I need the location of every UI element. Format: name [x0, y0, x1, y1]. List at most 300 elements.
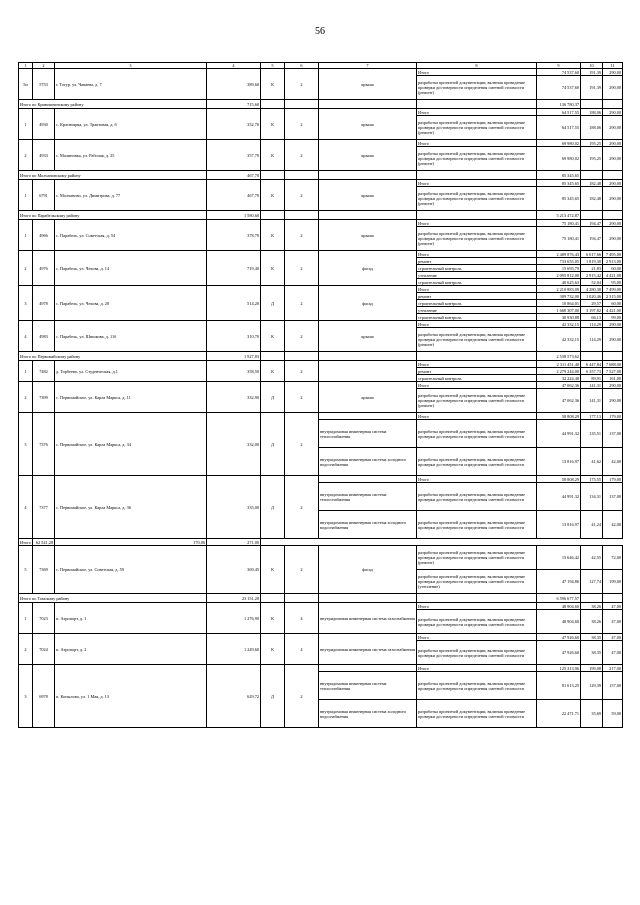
building-address: с. Парабель, ул. Чехова, д. 14: [55, 251, 207, 286]
cost-rub: 85 345,65: [537, 187, 581, 211]
max-cost-per-sqm: 199,00: [603, 570, 623, 594]
engineering-system: [319, 476, 417, 483]
engineering-system: внутридомовая инженерная система холодного водоснабжения: [319, 511, 417, 539]
cost-rub: 44 991,32: [537, 420, 581, 448]
empty-cell: [261, 211, 285, 220]
column-number-header: 10: [581, 63, 603, 69]
wall-material: Д: [261, 665, 285, 728]
structural-element: фасад: [319, 286, 417, 321]
work-type: строительный контроль: [417, 314, 537, 321]
structural-element: внутридомовая инженерная система газоснабжения: [319, 634, 417, 665]
cost-per-sqm: 175,55: [581, 476, 603, 483]
building-id: 4978: [33, 286, 55, 321]
district-summary-label: Итого по Кривошеинскому району: [19, 100, 207, 109]
wall-material: К: [261, 546, 285, 594]
building-area: 332,00: [207, 413, 261, 476]
cost-rub: 2 095 812,00: [537, 272, 581, 279]
cost-rub: 62 541,28: [33, 539, 55, 546]
wall-material: К: [261, 220, 285, 251]
work-type: утепление: [417, 272, 537, 279]
empty-cell: [261, 100, 285, 109]
total-label: Итого: [417, 634, 537, 641]
cost-per-sqm: 29,57: [581, 300, 603, 307]
column-number-header: 9: [537, 63, 581, 69]
row-index: 2: [19, 251, 33, 286]
row-index: 1: [19, 180, 33, 211]
work-row: [19, 69, 623, 76]
empty-cell: [417, 352, 537, 361]
district-summary-row: [19, 352, 623, 361]
building-area: 1 249,60: [207, 634, 261, 665]
cost-rub: 64 517,55: [537, 109, 581, 116]
floor-count: 2: [285, 286, 319, 321]
row-index: 1: [19, 220, 33, 251]
max-cost-per-sqm: 290,00: [603, 382, 623, 389]
wall-material: К: [261, 603, 285, 634]
cost-rub: 13 816,97: [537, 511, 581, 539]
empty-cell: [581, 100, 603, 109]
district-summary-row: [19, 171, 623, 180]
building-id: 4976: [33, 251, 55, 286]
cost-rub: 64 517,55: [537, 116, 581, 140]
total-label: Итого: [417, 361, 537, 368]
work-type: разработка проектной документации, включая проведение проверки достоверности определения сметной стоимости: [417, 610, 537, 634]
work-row: [19, 321, 623, 328]
cost-per-sqm: 170,06: [55, 539, 207, 546]
max-cost-per-sqm: 290,00: [603, 328, 623, 352]
max-cost-per-sqm: 290,00: [603, 227, 623, 251]
cost-rub: 85 345,65: [537, 180, 581, 187]
cost-per-sqm: 52,04: [581, 279, 603, 286]
building-address: с. Малиновка, ул. Рабочая, д. 25: [55, 140, 207, 171]
work-row: [19, 413, 623, 420]
total-label: Итого: [417, 382, 537, 389]
max-cost-per-sqm: 290,00: [603, 140, 623, 147]
work-row: [19, 220, 623, 227]
cost-per-sqm: 129,39: [581, 672, 603, 700]
work-type: разработка проектной документации, включая проведение проверки достоверности определения сметной стоимости: [417, 511, 537, 539]
floor-count: 2: [285, 382, 319, 413]
work-row: [19, 539, 623, 546]
building-area: 514,20: [207, 286, 261, 321]
empty-cell: [603, 211, 623, 220]
cost-rub: 32 224,40: [537, 375, 581, 382]
max-cost-per-sqm: 290,00: [603, 147, 623, 171]
empty-cell: [319, 171, 417, 180]
max-cost-per-sqm: 95,00: [603, 279, 623, 286]
building-address: д. Торбеево, ул. Студенческая, д.1: [55, 361, 207, 382]
cost-per-sqm: 2 915,42: [581, 272, 603, 279]
work-type: строительный контроль: [417, 375, 537, 382]
structural-element: фасад: [319, 546, 417, 594]
cost-per-sqm: 1 020,46: [581, 293, 603, 300]
row-index: 5и: [19, 69, 33, 100]
work-type: разработка проектной документации, включая проведение проверки достоверности определения сметной стоимости: [417, 420, 537, 448]
building-id: 7376: [33, 413, 55, 476]
cost-per-sqm: 195,25: [581, 147, 603, 171]
building-area: 369,45: [207, 546, 261, 594]
work-row: [19, 180, 623, 187]
empty-cell: [261, 171, 285, 180]
wall-material: Д: [261, 476, 285, 539]
building-address: с. Парабель, ул. Шишкова, д. 11б: [55, 321, 207, 352]
building-address: с. Первомайское, ул. Карла Маркса, д. 36: [55, 476, 207, 539]
row-index: 1: [19, 109, 33, 140]
cost-per-sqm: 191,39: [581, 76, 603, 100]
empty-cell: [581, 171, 603, 180]
cost-per-sqm: 89,91: [581, 375, 603, 382]
cost-rub: 30 930,88: [537, 314, 581, 321]
floor-count: 2: [285, 361, 319, 382]
cost-rub: 1 668 307,00: [537, 307, 581, 314]
cost-rub: 44 991,32: [537, 483, 581, 511]
cost-rub: 48 904,60: [537, 610, 581, 634]
max-cost-per-sqm: 60,00: [603, 265, 623, 272]
max-cost-per-sqm: 42,00: [603, 511, 623, 539]
cost-rub: 13 816,97: [537, 448, 581, 476]
max-cost-per-sqm: 7 688,00: [603, 361, 623, 368]
building-area: 629,72: [207, 665, 261, 728]
wall-material: К: [261, 140, 285, 171]
wall-material: К: [261, 180, 285, 211]
cost-per-sqm: 114,29: [581, 321, 603, 328]
wall-material: К: [261, 69, 285, 100]
floor-count: 2: [285, 140, 319, 171]
building-id: 6978: [33, 665, 55, 728]
district-total-area: 23 151,28: [207, 594, 261, 603]
engineering-system: внутридомовая инженерная система теплоснабжения: [319, 483, 417, 511]
max-cost-per-sqm: 42,00: [603, 448, 623, 476]
total-label: Итого: [417, 603, 537, 610]
building-area: 389,60: [207, 69, 261, 100]
empty-cell: [319, 594, 417, 603]
cost-per-sqm: 35,69: [581, 700, 603, 728]
empty-cell: [285, 352, 319, 361]
cost-rub: 75 180,41: [537, 220, 581, 227]
work-type: разработка проектной документации, включая проведение проверки достоверности определения сметной стоимости: [417, 483, 537, 511]
building-address: с. Первомайское, ул. Карла Маркса, д. 11: [55, 382, 207, 413]
cost-rub: 309 732,00: [537, 293, 581, 300]
building-address: с. Молчаново, ул. Димитрова, д. 77: [55, 180, 207, 211]
max-cost-per-sqm: 47,00: [603, 603, 623, 610]
district-summary-label: Итого по Первомайскому району: [19, 352, 207, 361]
building-address: п. Аэропорт, д. 2: [55, 634, 207, 665]
max-cost-per-sqm: 137,00: [603, 420, 623, 448]
empty-cell: [261, 352, 285, 361]
work-row: [19, 665, 623, 672]
empty-cell: [285, 100, 319, 109]
cost-per-sqm: 4 280,38: [581, 286, 603, 293]
cost-rub: 40 625,63: [537, 279, 581, 286]
work-type: разработка проектной документации, включая проведение проверки достоверности определения сметной стоимости (ремонт): [417, 389, 537, 413]
work-type: строительный контроль: [417, 279, 537, 286]
max-cost-per-sqm: 137,00: [603, 483, 623, 511]
max-cost-per-sqm: 290,00: [603, 389, 623, 413]
max-cost-per-sqm: 7 499,00: [603, 286, 623, 293]
total-label: Итого: [20, 539, 31, 545]
engineering-system: [319, 413, 417, 420]
building-address: с. Первомайское, ул. Карла Маркса, д. 34: [55, 413, 207, 476]
row-index: 2: [19, 634, 33, 665]
engineering-system: внутридомовая инженерная система теплоснабжения: [319, 672, 417, 700]
building-address: с. Парабель, ул. Советская, д. 54: [55, 220, 207, 251]
max-cost-per-sqm: 290,00: [603, 109, 623, 116]
building-address: г. Тогур, ул. Чапаева, д. 7: [55, 69, 207, 100]
cost-rub: 15 646,42: [537, 546, 581, 570]
max-cost-per-sqm: 290,00: [603, 69, 623, 76]
total-label: Итого: [417, 220, 537, 227]
column-number-header: 7: [319, 63, 417, 69]
district-summary-row: [19, 211, 623, 220]
cost-rub: 47 062,36: [537, 382, 581, 389]
cost-per-sqm: 38,26: [581, 610, 603, 634]
building-area: 357,70: [207, 140, 261, 171]
empty-cell: [285, 594, 319, 603]
building-area: 332,90: [207, 382, 261, 413]
district-summary-row: [19, 594, 623, 603]
engineering-system: внутридомовая инженерная система холодного водоснабжения: [319, 700, 417, 728]
cost-rub: 22 471,71: [537, 700, 581, 728]
max-cost-per-sqm: 4 421,00: [603, 307, 623, 314]
floor-count: 2: [285, 109, 319, 140]
structural-element: крыша: [319, 382, 417, 413]
cost-per-sqm: 38,26: [581, 603, 603, 610]
work-type: разработка проектной документации, включая проведение проверки достоверности определения сметной стоимости (ремонт): [417, 546, 537, 570]
empty-cell: [603, 171, 623, 180]
wall-material: К: [261, 251, 285, 286]
max-cost-per-sqm: 7 527,00: [603, 368, 623, 375]
district-total-cost: 5 213 472,87: [537, 211, 581, 220]
building-id: 4933: [33, 140, 55, 171]
cost-rub: 125 313,96: [537, 665, 581, 672]
engineering-system: [319, 665, 417, 672]
row-index: 1: [19, 603, 33, 634]
work-type: разработка проектной документации, включая проведение проверки достоверности определения сметной стоимости: [417, 672, 537, 700]
cost-per-sqm: 194,47: [581, 227, 603, 251]
structural-element: крыша: [319, 220, 417, 251]
row-index: 3: [19, 413, 33, 476]
cost-rub: 2 279 244,00: [537, 368, 581, 375]
max-cost-per-sqm: 4 421,00: [603, 272, 623, 279]
empty-cell: [603, 100, 623, 109]
max-cost-per-sqm: 2 315,00: [603, 293, 623, 300]
max-cost-per-sqm: 99,00: [603, 314, 623, 321]
total-label: Итого: [417, 69, 537, 76]
column-number-header: 6: [285, 63, 319, 69]
work-type: строительный контроль: [417, 300, 537, 307]
wall-material: К: [261, 361, 285, 382]
max-cost-per-sqm: 47,00: [603, 641, 623, 665]
total-label: Итого: [417, 476, 537, 483]
total-label: Итого: [417, 286, 537, 293]
cost-rub: 81 613,25: [537, 672, 581, 700]
max-cost-per-sqm: 2 913,00: [603, 258, 623, 265]
cost-rub: 48 904,60: [537, 603, 581, 610]
cost-per-sqm: 195,25: [581, 140, 603, 147]
floor-count: 4: [285, 634, 319, 665]
empty-cell: [319, 352, 417, 361]
cost-per-sqm: 191,39: [581, 69, 603, 76]
cost-rub: 47 194,86: [537, 570, 581, 594]
cost-per-sqm: 177,13: [581, 413, 603, 420]
building-id: 4983: [33, 321, 55, 352]
district-total-cost: 6 596 677,57: [537, 594, 581, 603]
work-row: [19, 286, 623, 293]
building-area: 719,40: [207, 251, 261, 286]
cost-per-sqm: 41,62: [581, 448, 603, 476]
max-cost-per-sqm: 271,00: [207, 539, 261, 546]
work-type: строительный контроль: [417, 265, 537, 272]
cost-per-sqm: 194,47: [581, 220, 603, 227]
floor-count: 2: [285, 321, 319, 352]
cost-rub: 47 062,36: [537, 389, 581, 413]
cost-rub: 2 210 883,09: [537, 286, 581, 293]
max-cost-per-sqm: 290,00: [603, 180, 623, 187]
floor-count: 2: [285, 220, 319, 251]
building-area: 358,50: [207, 361, 261, 382]
building-address: с. Парабель, ул. Чехова, д. 20: [55, 286, 207, 321]
cost-rub: 69 980,02: [537, 147, 581, 171]
column-number-header: 5: [261, 63, 285, 69]
cost-per-sqm: 141,31: [581, 389, 603, 413]
district-summary-label: Итого по Молчановскому району: [19, 171, 207, 180]
engineering-system: внутридомовая инженерная система холодного водоснабжения: [319, 448, 417, 476]
row-index: 4: [19, 476, 33, 539]
building-area: 352,70: [207, 109, 261, 140]
floor-count: 2: [285, 665, 319, 728]
building-id: 7399: [33, 382, 55, 413]
column-number-header: 3: [55, 63, 207, 69]
empty-cell: [319, 211, 417, 220]
row-index: 3: [19, 286, 33, 321]
cost-per-sqm: 6 017,66: [581, 251, 603, 258]
total-label: Итого: [417, 321, 537, 328]
structural-element: [319, 361, 417, 382]
work-type: ремонт: [417, 293, 537, 300]
building-id: 7024: [33, 634, 55, 665]
max-cost-per-sqm: 161,00: [603, 375, 623, 382]
wall-material: Д: [261, 382, 285, 413]
cost-per-sqm: 1 819,30: [581, 258, 603, 265]
building-area: 378,70: [207, 220, 261, 251]
total-label: Итого: [417, 140, 537, 147]
work-row: [19, 603, 623, 610]
floor-count: 4: [285, 603, 319, 634]
work-type: разработка проектной документации, включая проведение проверки достоверности определения сметной стоимости (ремонт): [417, 328, 537, 352]
work-row: [19, 251, 623, 258]
column-number-header: 4: [207, 63, 261, 69]
cost-per-sqm: 21,83: [581, 265, 603, 272]
building-address: с. Первомайское, ул. Советская, д. 59: [55, 546, 207, 594]
work-row: [19, 140, 623, 147]
work-row: [19, 361, 623, 368]
work-type: разработка проектной документации, включая проведение проверки достоверности определения сметной стоимости: [417, 448, 537, 476]
max-cost-per-sqm: 179,00: [603, 413, 623, 420]
building-id: 7377: [33, 476, 55, 539]
cost-rub: 58 808,29: [537, 413, 581, 420]
cost-rub: 47 926,60: [537, 641, 581, 665]
cost-per-sqm: 135,51: [581, 420, 603, 448]
cost-per-sqm: 42,55: [581, 546, 603, 570]
cost-rub: 10 864,01: [537, 300, 581, 307]
building-area: 1 276,90: [207, 603, 261, 634]
structural-element: крыша: [319, 140, 417, 171]
work-type: разработка проектной документации, включая проведение проверки достоверности определения сметной стоимости (утепление): [417, 570, 537, 594]
max-cost-per-sqm: 290,00: [603, 220, 623, 227]
cost-per-sqm: 6 447,84: [581, 361, 603, 368]
structural-element: крыша: [319, 321, 417, 352]
work-type: разработка проектной документации, включая проведение проверки достоверности определения сметной стоимости (ремонт): [417, 147, 537, 171]
cost-per-sqm: 3 197,82: [581, 307, 603, 314]
cost-rub: 42 332,15: [537, 321, 581, 328]
floor-count: 2: [285, 69, 319, 100]
empty-cell: [285, 211, 319, 220]
empty-cell: [285, 171, 319, 180]
building-area: 310,70: [207, 321, 261, 352]
wall-material: К: [261, 109, 285, 140]
empty-cell: [319, 100, 417, 109]
floor-count: 2: [285, 546, 319, 594]
total-label: Итого: [417, 665, 537, 672]
total-label: Итого: [417, 251, 537, 258]
work-type: разработка проектной документации, включая проведение проверки достоверности определения сметной стоимости (ремонт): [417, 116, 537, 140]
cost-per-sqm: 199,08: [581, 665, 603, 672]
cost-rub: 15 695,79: [537, 265, 581, 272]
row-index: 2: [19, 382, 33, 413]
work-row: [19, 382, 623, 389]
max-cost-per-sqm: 60,00: [603, 300, 623, 307]
max-cost-per-sqm: 290,00: [603, 116, 623, 140]
building-id: 5753: [33, 69, 55, 100]
cost-per-sqm: 66,13: [581, 314, 603, 321]
row-index: 3: [19, 665, 33, 728]
cost-per-sqm: 127,74: [581, 570, 603, 594]
empty-cell: [603, 352, 623, 361]
work-type: разработка проектной документации, включая проведение проверки достоверности определения сметной стоимости (ремонт): [417, 76, 537, 100]
max-cost-per-sqm: 290,00: [603, 187, 623, 211]
work-type: ремонт: [417, 368, 537, 375]
max-cost-per-sqm: 59,00: [603, 700, 623, 728]
district-total-area: 1 927,83: [207, 352, 261, 361]
empty-cell: [581, 352, 603, 361]
cost-per-sqm: 114,29: [581, 328, 603, 352]
district-summary-label: Итого по Томскому району: [19, 594, 207, 603]
column-number-header: 8: [417, 63, 537, 69]
district-total-area: 715,60: [207, 100, 261, 109]
cost-rub: 74 537,60: [537, 76, 581, 100]
max-cost-per-sqm: 47,00: [603, 610, 623, 634]
work-type: разработка проектной документации, включая проведение проверки достоверности определения сметной стоимости (ремонт): [417, 227, 537, 251]
building-area: 467,70: [207, 180, 261, 211]
empty-cell: [581, 211, 603, 220]
cost-rub: 69 980,02: [537, 140, 581, 147]
building-id: 7482: [33, 361, 55, 382]
floor-count: 2: [285, 251, 319, 286]
cost-rub: 2 489 876,43: [537, 251, 581, 258]
total-label: Итого: [417, 180, 537, 187]
max-cost-per-sqm: 72,00: [603, 546, 623, 570]
building-id: 4930: [33, 109, 55, 140]
row-index: 1: [19, 361, 33, 382]
cost-per-sqm: 141,31: [581, 382, 603, 389]
cost-per-sqm: 188,06: [581, 109, 603, 116]
building-id: 7369: [33, 546, 55, 594]
column-number-header: 11: [603, 63, 623, 69]
cost-rub: 2 311 451,40: [537, 361, 581, 368]
cost-rub: 74 537,60: [537, 69, 581, 76]
structural-element: крыша: [319, 180, 417, 211]
max-cost-per-sqm: 217,00: [603, 665, 623, 672]
